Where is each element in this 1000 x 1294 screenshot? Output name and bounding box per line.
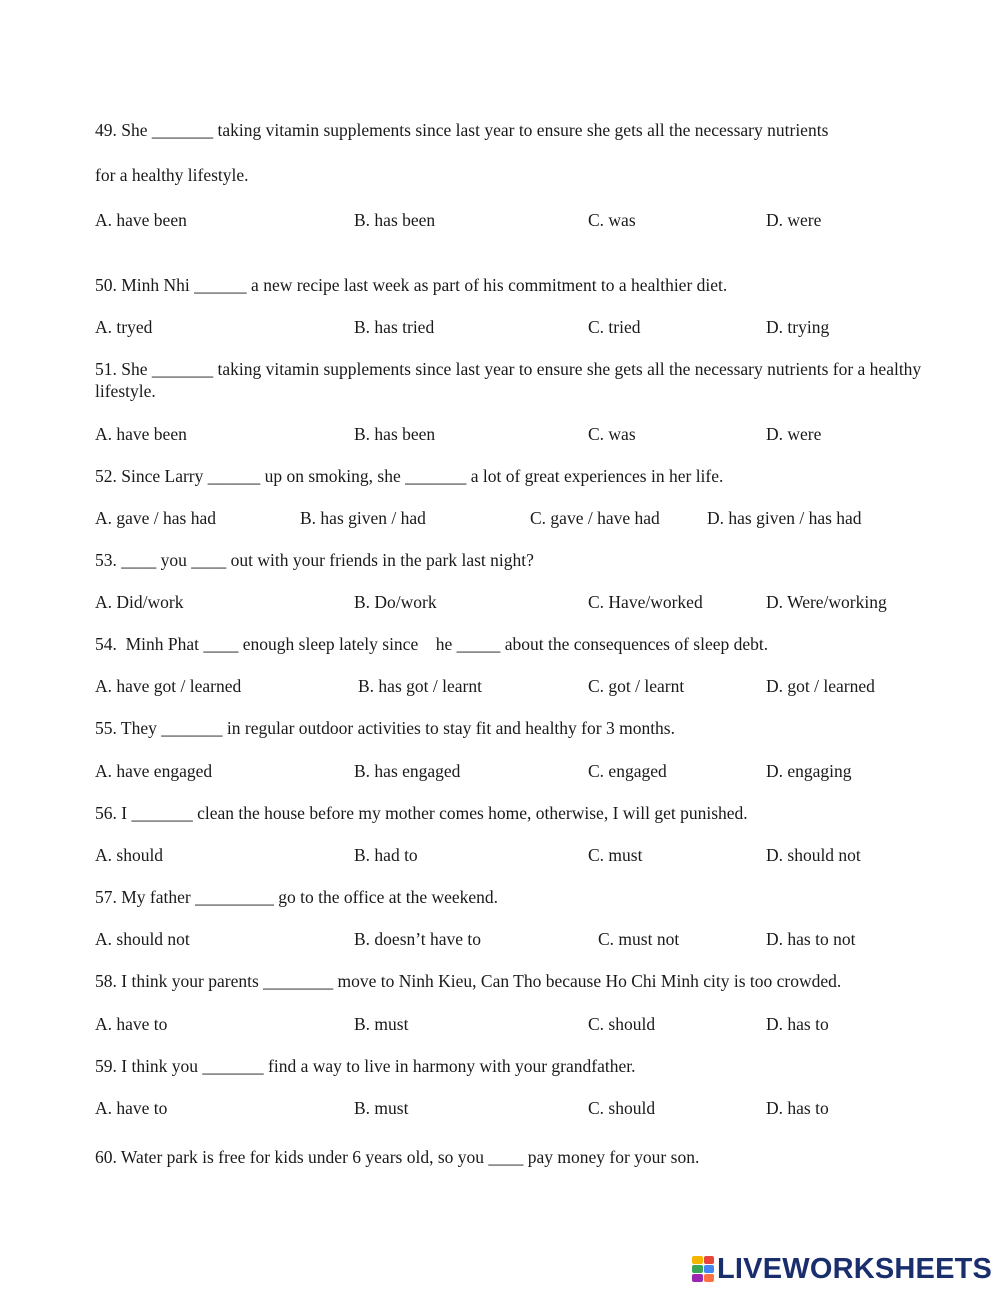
question-53-text: 53. ____ you ____ out with your friends in the park last night? (95, 550, 534, 570)
question-54-option-d: D. got / learned (766, 676, 875, 696)
question-49-text-cont: for a healthy lifestyle. (95, 165, 249, 185)
question-53-option-d: D. Were/working (766, 592, 887, 612)
question-57-option-d: D. has to not (766, 929, 856, 949)
logo-square (704, 1256, 715, 1264)
question-49-option-d: D. were (766, 210, 822, 230)
question-57-text: 57. My father _________ go to the office at the weekend. (95, 887, 499, 907)
logo-square (692, 1265, 703, 1273)
question-52-text: 52. Since Larry ______ up on smoking, she _______ a lot of great experiences in her life. (95, 466, 724, 486)
liveworksheets-logo (692, 1254, 992, 1284)
question-56-option-a: A. should (95, 845, 164, 865)
question-58-option-b: B. must (354, 1014, 409, 1034)
question-59-option-a: A. have to (95, 1098, 168, 1118)
question-58-option-d: D. has to (766, 1014, 829, 1034)
question-55-option-d: D. engaging (766, 761, 852, 781)
question-54-option-b: B. has got / learnt (358, 676, 482, 696)
question-53-option-a: A. Did/work (95, 592, 184, 612)
question-50-option-c: C. tried (588, 317, 641, 337)
logo-square (692, 1256, 703, 1264)
logo-square (692, 1274, 703, 1282)
question-58-option-a: A. have to (95, 1014, 168, 1034)
question-55-text: 55. They _______ in regular outdoor activities to stay fit and healthy for 3 months. (95, 718, 675, 738)
question-55-option-a: A. have engaged (95, 761, 213, 781)
question-55-option-b: B. has engaged (354, 761, 461, 781)
question-59-option-d: D. has to (766, 1098, 829, 1118)
question-51-option-a: A. have been (95, 424, 187, 444)
question-50-text: 50. Minh Nhi ______ a new recipe last week as part of his commitment to a healthier diet. (95, 275, 728, 295)
question-52-option-c: C. gave / have had (530, 508, 660, 528)
question-52-option-a: A. gave / has had (95, 508, 217, 528)
question-49-option-b: B. has been (354, 210, 436, 230)
question-54-text: 54. Minh Phat ____ enough sleep lately since he _____ about the consequences of sleep debt. (95, 634, 769, 654)
question-49-option-c: C. was (588, 210, 636, 230)
question-57-option-a: A. should not (95, 929, 190, 949)
question-49-text: 49. She _______ taking vitamin supplements since last year to ensure she gets all the necessary nutrients (95, 120, 829, 140)
question-55-option-c: C. engaged (588, 761, 667, 781)
question-60-text: 60. Water park is free for kids under 6 years old, so you ____ pay money for your son. (95, 1147, 700, 1167)
liveworksheets-logo-text: LIVEWORKSHEETS (717, 1252, 993, 1285)
liveworksheets-logo-icon (692, 1256, 714, 1282)
question-51-option-b: B. has been (354, 424, 436, 444)
question-59-option-b: B. must (354, 1098, 409, 1118)
question-54-option-a: A. have got / learned (95, 676, 242, 696)
question-50-option-d: D. trying (766, 317, 830, 337)
question-56-text: 56. I _______ clean the house before my mother comes home, otherwise, I will get punished. (95, 803, 748, 823)
question-58-option-c: C. should (588, 1014, 656, 1034)
question-49-option-a: A. have been (95, 210, 187, 230)
question-51-option-d: D. were (766, 424, 822, 444)
question-54-option-c: C. got / learnt (588, 676, 685, 696)
question-50-option-b: B. has tried (354, 317, 435, 337)
question-52-option-d: D. has given / has had (707, 508, 862, 528)
question-56-option-d: D. should not (766, 845, 861, 865)
question-53-option-b: B. Do/work (354, 592, 437, 612)
question-59-text: 59. I think you _______ find a way to live in harmony with your grandfather. (95, 1056, 636, 1076)
question-51-text: 51. She _______ taking vitamin supplements since last year to ensure she gets all the necessary nutrients for a healthy lifestyle. (95, 359, 922, 401)
question-50-option-a: A. tryed (95, 317, 153, 337)
question-56-option-c: C. must (588, 845, 643, 865)
question-52-option-b: B. has given / had (300, 508, 426, 528)
question-57-option-c: C. must not (598, 929, 680, 949)
question-56-option-b: B. had to (354, 845, 418, 865)
question-58-text: 58. I think your parents ________ move to Ninh Kieu, Can Tho because Ho Chi Minh city is too crowded. (95, 971, 842, 991)
logo-square (704, 1274, 715, 1282)
question-51-option-c: C. was (588, 424, 636, 444)
question-57-option-b: B. doesn’t have to (354, 929, 482, 949)
logo-square (704, 1265, 715, 1273)
question-53-option-c: C. Have/worked (588, 592, 703, 612)
question-59-option-c: C. should (588, 1098, 656, 1118)
